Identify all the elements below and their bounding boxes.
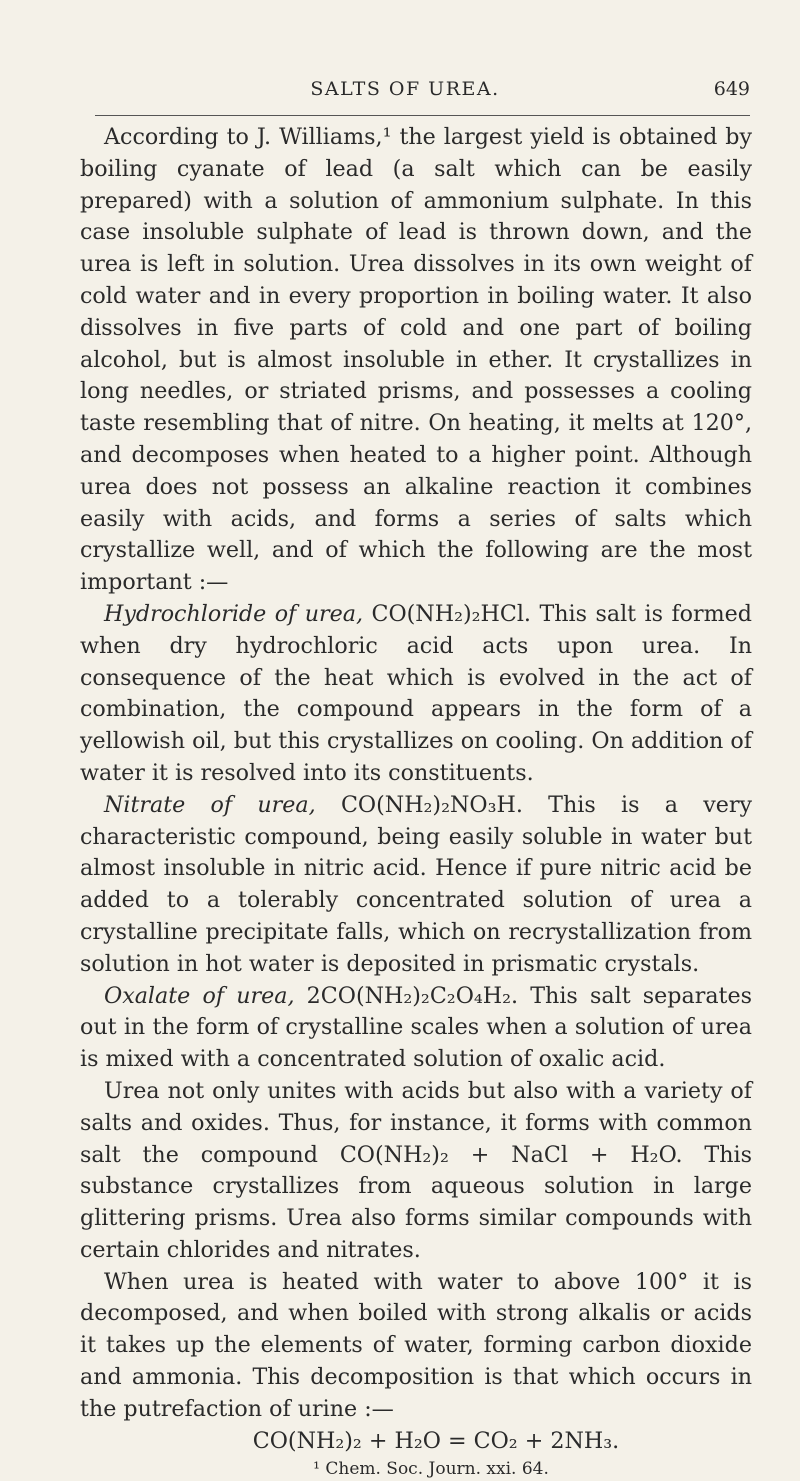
header-rule [95, 115, 750, 116]
oxalate-heading: Oxalate of urea, [104, 982, 295, 1009]
page-number: 649 [713, 78, 750, 100]
hydrochloride-text: This salt is formed when dry hydrochloric acid acts upon urea. In consequence of the heat which is evolved in the act of combination, the compound appears in the form of a yellowish oil, but this crystallizes on cooling. On addition of water it is resolved into its constituents. [80, 600, 753, 786]
paragraph-williams: According to J. Williams,¹ the largest yield is obtained by boiling cyanate of lead (a salt which can be easily prepared) with a solution of ammonium sulphate. In this case insoluble sulphate of lead is thrown down, and the urea is left in solution. Urea dissolves in its own weight of cold water and in every proportion in boiling water. It also dissolves in five parts of cold and one part of boiling alcohol, but is almost insoluble in ether. It crystallizes in long needles, or striated prisms, and possesses a cooling taste resembling that of nitre. On heating, it melts at 120°, and decomposes when heated to a higher point. Although urea does not possess an alkaline reaction it combines easily with acids, and forms a series of salts which crystallize well, and of which the following are the most important :— [80, 124, 752, 596]
oxalate-formula: 2CO(NH₂)₂C₂O₄H₂. [306, 982, 519, 1009]
paragraph-hydrochloride [80, 599, 752, 790]
paragraph-oxalate [80, 981, 752, 1076]
footnote: ¹ Chem. Soc. Journ. xxi. 64. [313, 1459, 549, 1480]
paragraph-decomposition: When urea is heated with water to above 100° it is decomposed, and when boiled with strong alkalis or acids it takes up the elements of water, forming carbon dioxide and ammonia. This decomposition is that which occurs in the putrefaction of urine :— [80, 1268, 752, 1422]
decomposition-equation: CO(NH₂)₂ + H₂O = CO₂ + 2NH₃. [252, 1427, 620, 1454]
body-text [80, 122, 752, 1481]
running-title: SALTS OF UREA. [310, 78, 500, 100]
paragraph-nitrate [80, 790, 752, 981]
hydrochloride-heading: Hydrochloride of urea, [104, 600, 364, 627]
salts-text-1: Urea not only unites with acids but also with a variety of salts and oxides. Thus, for instance, it forms with common salt the compound [80, 1077, 752, 1168]
salts-text-2: This substance crystallizes from aqueous solution in large glittering prisms. Urea also forms similar compounds with certain chlorides and nitrates. [80, 1141, 752, 1263]
paragraph-salts [80, 1076, 752, 1267]
running-head [60, 78, 750, 106]
oxalate-text: This salt separates out in the form of crystalline scales when a solution of urea is mixed with a concentrated solution of oxalic acid. [80, 982, 752, 1073]
hydrochloride-formula: CO(NH₂)₂HCl. [371, 600, 531, 627]
nitrate-text: This is a very characteristic compound, being easily soluble in water but almost insoluble in nitric acid. Hence if pure nitric acid be added to a tolerably concentrated solution of urea a crystalline precipitate falls, which on recrystallization from solution in hot water is deposited in prismatic crystals. [80, 791, 752, 977]
nitrate-heading: Nitrate of urea, [104, 791, 316, 818]
salts-formula: CO(NH₂)₂ + NaCl + H₂O. [339, 1141, 683, 1168]
nitrate-formula: CO(NH₂)₂NO₃H. [340, 791, 523, 818]
